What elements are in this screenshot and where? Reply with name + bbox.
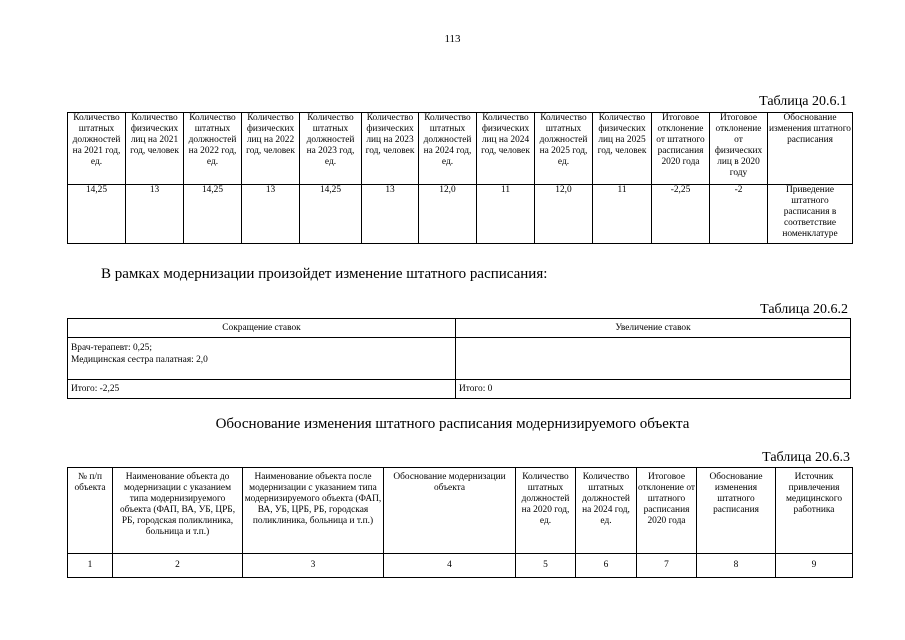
table-total-row xyxy=(68,380,851,399)
total-increase: Итого: 0 xyxy=(456,380,851,399)
column-number: 6 xyxy=(576,554,637,578)
table-cell: 11 xyxy=(477,185,535,244)
column-header: Обоснование модернизации объекта xyxy=(384,468,516,554)
staffing-table xyxy=(67,112,853,244)
column-header: Количество штатных должностей на 2024 год, ед. xyxy=(576,468,637,554)
column-number: 2 xyxy=(113,554,243,578)
reduction-line: Медицинская сестра палатная: 2,0 xyxy=(71,355,208,365)
modernization-table xyxy=(67,467,853,578)
table-cell: -2,25 xyxy=(652,185,710,244)
column-header: Обоснование изменения штатного расписания xyxy=(697,468,776,554)
table-row xyxy=(68,185,853,244)
table-cell: 14,25 xyxy=(184,185,242,244)
body-sentence: В рамках модернизации произойдет изменение штатного расписания: xyxy=(101,266,548,282)
column-header: Количество физических лиц на 2022 год, человек xyxy=(242,113,300,185)
rate-change-table xyxy=(67,318,851,399)
column-header: Количество физических лиц на 2021 год, человек xyxy=(126,113,184,185)
table-cell: 13 xyxy=(126,185,184,244)
table-cell: 13 xyxy=(362,185,419,244)
table2-caption: Таблица 20.6.2 xyxy=(760,302,848,317)
column-header: Количество штатных должностей на 2023 год, ед. xyxy=(300,113,362,185)
column-header: Итоговое отклонение от физических лиц в 2020 году xyxy=(710,113,768,185)
column-header: № п/п объекта xyxy=(68,468,113,554)
column-header: Количество физических лиц на 2024 год, человек xyxy=(477,113,535,185)
reduction-line: Врач-терапевт: 0,25; xyxy=(71,343,152,353)
column-header: Наименование объекта до модернизации с указанием типа модернизируемого объекта (ФАП, ВА, УБ, ЦРБ, РБ, городская поликлиника, больница и т.п.) xyxy=(113,468,243,554)
column-header: Итоговое отклонение от штатного расписания 2020 года xyxy=(637,468,697,554)
column-number: 3 xyxy=(243,554,384,578)
increase-cell xyxy=(456,338,851,380)
table1-caption: Таблица 20.6.1 xyxy=(759,94,847,109)
column-header: Количество штатных должностей на 2024 год, ед. xyxy=(419,113,477,185)
column-header: Количество штатных должностей на 2025 год, ед. xyxy=(535,113,593,185)
table-row xyxy=(68,338,851,380)
column-header: Источник привлечения медицинского работника xyxy=(776,468,853,554)
column-number: 1 xyxy=(68,554,113,578)
reduction-cell xyxy=(68,338,456,380)
column-header-increase: Увеличение ставок xyxy=(456,319,851,338)
column-number: 7 xyxy=(637,554,697,578)
table-cell: 12,0 xyxy=(535,185,593,244)
column-header: Количество штатных должностей на 2021 год, ед. xyxy=(68,113,126,185)
column-header: Обоснование изменения штатного расписания xyxy=(768,113,853,185)
table-cell: -2 xyxy=(710,185,768,244)
column-header-reduction: Сокращение ставок xyxy=(68,319,456,338)
table-cell: 11 xyxy=(593,185,652,244)
column-header: Количество штатных должностей на 2020 год, ед. xyxy=(516,468,576,554)
table-cell: 12,0 xyxy=(419,185,477,244)
table-cell: 14,25 xyxy=(68,185,126,244)
table-header-row xyxy=(68,319,851,338)
column-number: 5 xyxy=(516,554,576,578)
column-number: 9 xyxy=(776,554,853,578)
table-header-row xyxy=(68,468,853,554)
section-heading: Обоснование изменения штатного расписания модернизируемого объекта xyxy=(215,416,690,432)
table3-caption: Таблица 20.6.3 xyxy=(762,450,850,465)
column-header: Наименование объекта после модернизации с указанием типа модернизируемого объекта (ФАП, ВА, УБ, ЦРБ, РБ, городская поликлиника, больница и т.п.) xyxy=(243,468,384,554)
total-reduction: Итого: -2,25 xyxy=(68,380,456,399)
column-header: Количество штатных должностей на 2022 год, ед. xyxy=(184,113,242,185)
table-cell: 14,25 xyxy=(300,185,362,244)
column-number-row xyxy=(68,554,853,578)
column-header: Количество физических лиц на 2023 год, человек xyxy=(362,113,419,185)
page-number: 113 xyxy=(444,33,461,45)
table-header-row xyxy=(68,113,853,185)
column-header: Количество физических лиц на 2025 год, человек xyxy=(593,113,652,185)
table-cell: 13 xyxy=(242,185,300,244)
table-cell: Приведение штатного расписания в соответствие номенклатуре xyxy=(768,185,853,244)
column-number: 8 xyxy=(697,554,776,578)
column-header: Итоговое отклонение от штатного расписания 2020 года xyxy=(652,113,710,185)
column-number: 4 xyxy=(384,554,516,578)
